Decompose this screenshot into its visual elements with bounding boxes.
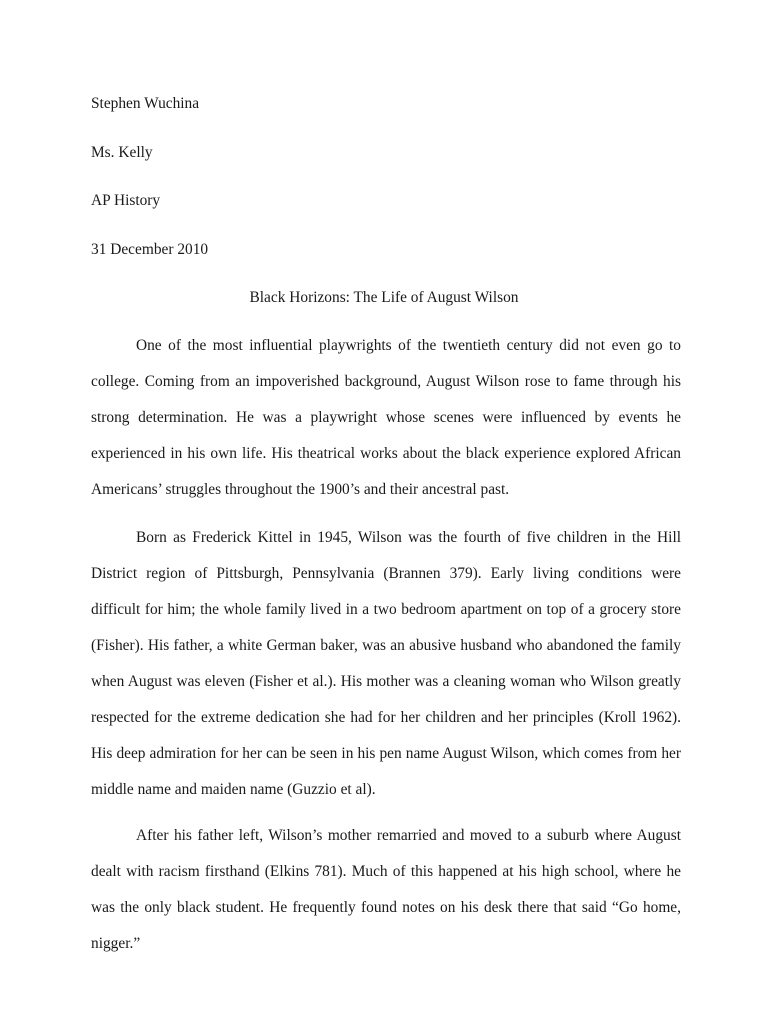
body-paragraph-3: After his father left, Wilson’s mother remarried and moved to a suburb where August dealt with racism firsthand (Elkins 781). Much of this happened at his high school, where he was the only black student. He frequently found notes on his desk there that said “Go home, nigger.” [91,827,681,952]
student-name: Stephen Wuchina [91,95,200,112]
teacher-name: Ms. Kelly [91,144,153,161]
body-paragraph-2: Born as Frederick Kittel in 1945, Wilson was the fourth of five children in the Hill District region of Pittsburgh, Pennsylvania (Brannen 379). Early living conditions were difficult for him; the whole family lived in a two bedroom apartment on top of a grocery store (Fisher). His father, a white German baker, was an abusive husband who abandoned the family when August was eleven (Fisher et al.). His mother was a cleaning woman who Wilson greatly respected for the extreme dedication she had for her children and her principles (Kroll 1962). His deep admiration for her can be seen in his pen name August Wilson, which comes from her middle name and maiden name (Guzzio et al). [91,529,681,798]
essay-date: 31 December 2010 [91,241,209,258]
body-paragraph-1: One of the most influential playwrights of the twentieth century did not even go to college. Coming from an impoverished background, August Wilson rose to fame through his strong determination. He was a playwright whose scenes were influenced by events he experienced in his own life. His theatrical works about the black experience explored African Americans’ struggles throughout the 1900’s and their ancestral past. [91,337,681,498]
essay-title: Black Horizons: The Life of August Wilson [249,289,519,306]
course-name: AP History [91,192,161,209]
